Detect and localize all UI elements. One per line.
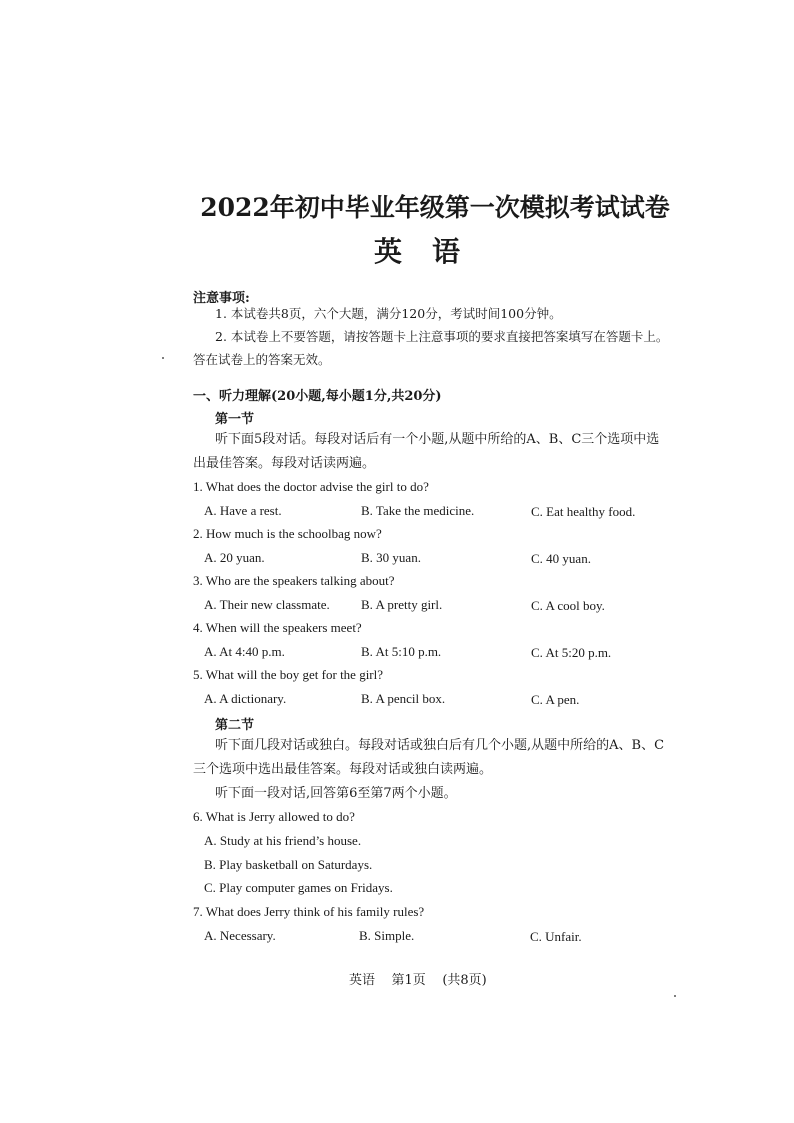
option-b: B. Simple. [359, 928, 415, 943]
option-c: C. At 5:20 p.m. [531, 645, 612, 660]
question-text: 3. Who are the speakers talking about? [193, 573, 395, 588]
option-c: C. A pen. [531, 692, 580, 707]
option-b: B. Play basketball on Saturdays. [204, 857, 373, 872]
exam-title: 2022年初中毕业年级第一次模拟考试试卷 [200, 193, 670, 222]
question-text: 1. What does the doctor advise the girl to do? [193, 479, 429, 494]
notice-item: 2. 本试卷上不要答题，请按答题卡上注意事项的要求直接把答案填写在答题卡上。答在试卷上的答案无效。 [193, 329, 669, 367]
notice-item: 1. 本试卷共8页，六个大题，满分120分，考试时间100分钟。 [215, 306, 562, 321]
scan-speck [674, 995, 676, 997]
option-c: C. A cool boy. [531, 598, 605, 613]
sub-instruction-text: 听下面一段对话,回答第6至第7两个小题。 [215, 786, 457, 801]
option-a: A. At 4:40 p.m. [204, 644, 285, 659]
option-b: B. Take the medicine. [361, 503, 475, 518]
option-c: C. Unfair. [530, 929, 582, 944]
part-heading: 第二节 [215, 718, 255, 733]
question-text: 6. What is Jerry allowed to do? [193, 809, 355, 824]
option-a: A. Their new classmate. [204, 597, 330, 612]
question-text: 4. When will the speakers meet? [193, 620, 362, 635]
question-text: 2. How much is the schoolbag now? [193, 526, 382, 541]
option-b: B. 30 yuan. [361, 550, 421, 565]
option-c: C. 40 yuan. [531, 551, 591, 566]
question-text: 7. What does Jerry think of his family rules? [193, 904, 425, 919]
question-text: 5. What will the boy get for the girl? [193, 667, 384, 682]
option-a: A. Study at his friend’s house. [204, 833, 362, 848]
page-footer: 英语 第1页 (共8页) [349, 973, 487, 988]
option-a: A. Have a rest. [204, 503, 282, 518]
section-heading: 一、听力理解(20小题,每小题1分,共20分) [193, 389, 442, 404]
subject-title: 英语 [373, 235, 490, 268]
option-a: A. A dictionary. [204, 691, 287, 706]
option-a: A. Necessary. [204, 928, 276, 943]
part-heading: 第一节 [215, 412, 255, 427]
instruction-text: 听下面5段对话。每段对话后有一个小题,从题中所给的A、B、C三个选项中选出最佳答案。每段对话读两遍。 [193, 432, 660, 471]
option-c: C. Eat healthy food. [531, 504, 636, 519]
option-b: B. A pretty girl. [361, 597, 443, 612]
option-a: A. 20 yuan. [204, 550, 265, 565]
option-b: B. At 5:10 p.m. [361, 644, 442, 659]
scan-speck [162, 357, 164, 359]
notice-heading: 注意事项: [193, 291, 250, 306]
option-b: B. A pencil box. [361, 691, 446, 706]
option-c: C. Play computer games on Fridays. [204, 880, 393, 895]
instruction-text: 听下面几段对话或独白。每段对话或独白后有几个小题,从题中所给的A、B、C三个选项中选出最佳答案。每段对话或独白读两遍。 [193, 738, 665, 777]
